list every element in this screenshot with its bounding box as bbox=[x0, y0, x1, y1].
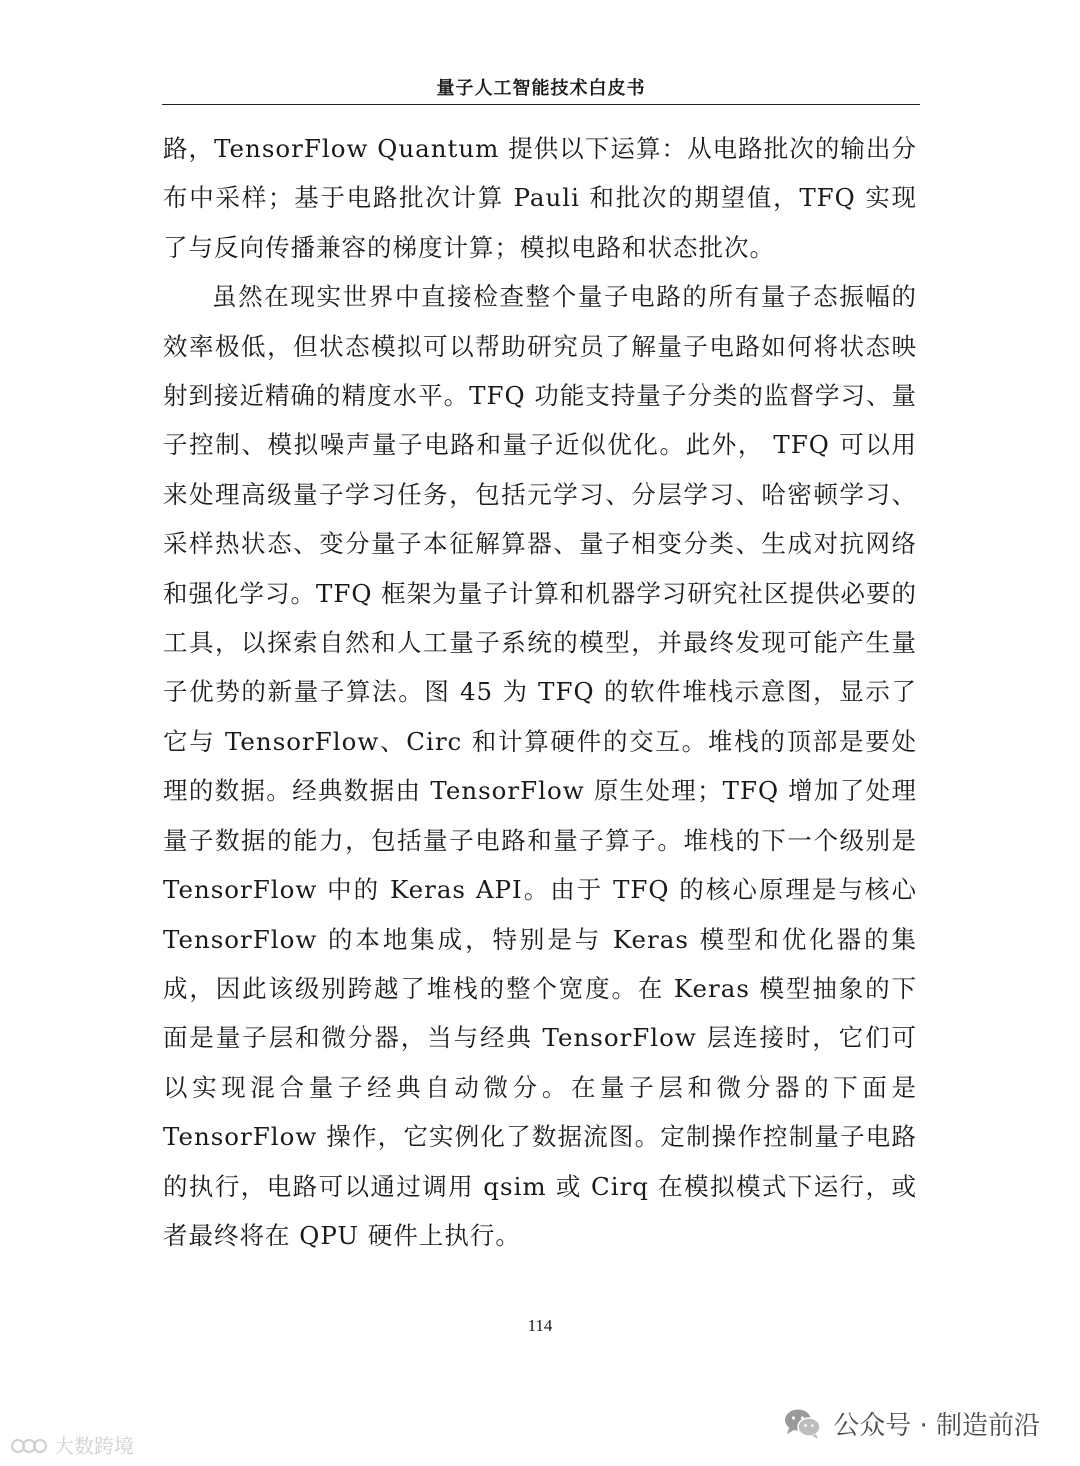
page-number: 114 bbox=[527, 1316, 553, 1335]
header-title: 量子人工智能技术白皮书 bbox=[436, 78, 646, 99]
paragraph-1: 路，TensorFlow Quantum 提供以下运算：从电路批次的输出分布中采样；基于电路批次计算 Pauli 和批次的期望值，TFQ 实现了与反向传播兼容的梯度计算；模拟电路和状态批次。 bbox=[163, 134, 917, 262]
paragraph-2: 虽然在现实世界中直接检查整个量子电路的所有量子态振幅的效率极低，但状态模拟可以帮助研究员了解量子电路如何将状态映射到接近精确的精度水平。TFQ 功能支持量子分类的监督学习、量子控制、模拟噪声量子电路和量子近似优化。此外， TFQ 可以用来处理高级量子学习任务，包括元学习、分层学习、哈密顿学习、采样热状态、变分量子本征解算器、量子相变分类、生成对抗网络和强化学习。TFQ 框架为量子计算和机器学习研究社区提供必要的工具，以探索自然和人工量子系统的模型，并最终发现可能产生量子优势的新量子算法。图 45 为 TFQ 的软件堆栈示意图，显示了它与 TensorFlow、Circ 和计算硬件的交互。堆栈的顶部是要处理的数据。经典数据由 TensorFlow 原生处理；TFQ 增加了处理量子数据的能力，包括量子电路和量子算子。堆栈的下一个级别是 TensorFlow 中的 Keras API。由于 TFQ 的核心原理是与核心 TensorFlow 的本地集成，特别是与 Keras 模型和优化器的集成，因此该级别跨越了堆栈的整个宽度。在 Keras 模型抽象的下面是量子层和微分器，当与经典 TensorFlow 层连接时，它们可以实现混合量子经典自动微分。在量子层和微分器的下面是 TensorFlow 操作，它实例化了数据流图。定制操作控制量子电路的执行，电路可以通过调用 qsim 或 Cirq 在模拟模式下运行，或者最终将在 QPU 硬件上执行。 bbox=[163, 282, 917, 1250]
brand-logo-icon bbox=[10, 1433, 50, 1457]
watermark-right bbox=[783, 1405, 1040, 1442]
body-text bbox=[163, 124, 917, 1260]
watermark-left-text: 大数跨境 bbox=[54, 1434, 134, 1458]
watermark-right-text: 公众号 · 制造前沿 bbox=[833, 1411, 1040, 1441]
running-header bbox=[162, 74, 920, 105]
wechat-icon bbox=[783, 1407, 823, 1441]
watermark-left bbox=[10, 1430, 134, 1459]
